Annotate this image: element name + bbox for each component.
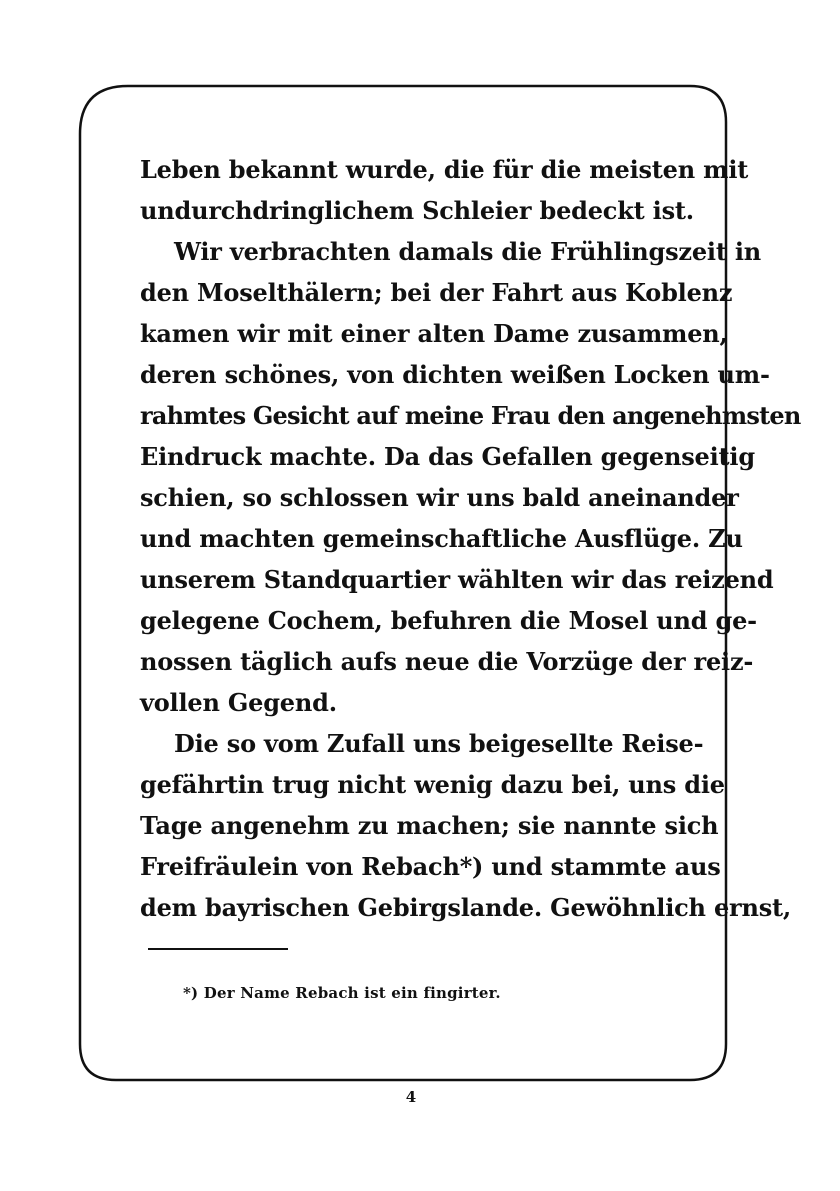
text-line: deren schönes, von dichten weißen Locken um- bbox=[140, 360, 770, 389]
text-line: gelegene Cochem, befuhren die Mosel und ge- bbox=[140, 606, 757, 635]
text-line: vollen Gegend. bbox=[140, 688, 337, 717]
text-line: und machten gemeinschaftliche Ausflüge. Zu bbox=[140, 524, 743, 553]
text-line: unserem Standquartier wählten wir das reizend bbox=[140, 565, 774, 594]
footnote: *) Der Name Rebach ist ein fingirter. bbox=[183, 984, 501, 1002]
footnote-separator bbox=[148, 948, 288, 950]
text-line: Eindruck machte. Da das Gefallen gegenseitig bbox=[140, 442, 755, 471]
text-line: Leben bekannt wurde, die für die meisten mit bbox=[140, 155, 749, 184]
text-line: Tage angenehm zu machen; sie nannte sich bbox=[140, 811, 719, 840]
text-line: kamen wir mit einer alten Dame zusammen, bbox=[140, 319, 728, 348]
text-line: den Moselthälern; bei der Fahrt aus Koblenz bbox=[140, 278, 733, 307]
text-line: Freifräulein von Rebach*) und stammte aus bbox=[140, 852, 721, 881]
text-line: schien, so schlossen wir uns bald aneinander bbox=[140, 483, 739, 512]
text-line: nossen täglich aufs neue die Vorzüge der reiz- bbox=[140, 647, 754, 676]
page-number: 4 bbox=[405, 1088, 417, 1106]
text-line: rahmtes Gesicht auf meine Frau den angenehmsten bbox=[140, 401, 801, 430]
paragraph-start-line: Wir verbrachten damals die Frühlingszeit in bbox=[174, 237, 762, 266]
text-line: dem bayrischen Gebirgslande. Gewöhnlich ernst, bbox=[140, 893, 792, 922]
text-line: undurchdringlichem Schleier bedeckt ist. bbox=[140, 196, 694, 225]
paragraph-start-line: Die so vom Zufall uns beigesellte Reise- bbox=[174, 729, 704, 758]
text-line: gefährtin trug nicht wenig dazu bei, uns die bbox=[140, 770, 725, 799]
